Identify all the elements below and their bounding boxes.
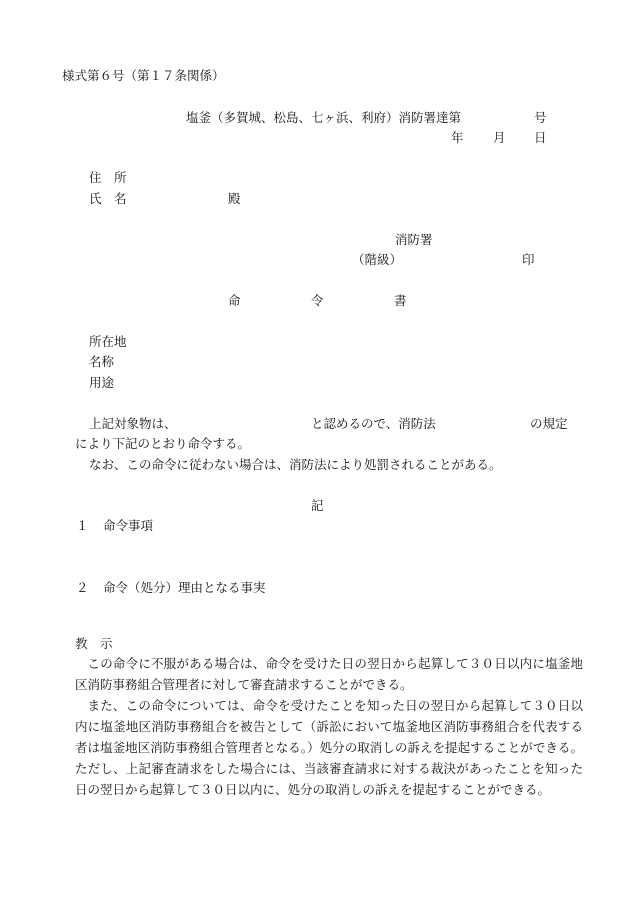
recipient-name-label: 氏 名 <box>89 191 127 206</box>
target-name-label: 名称 <box>89 354 115 369</box>
recipient-address-label: 住 所 <box>89 170 127 185</box>
target-use-label: 用途 <box>89 375 115 390</box>
title-char-1: 命 <box>228 293 241 308</box>
instruction-paragraph-2: また、この命令については、命令を受けたことを知った日の翌日から起算して３０日以内に塩釜地区消防事務組合を被告として（訴訟において塩釜地区消防事務組合を代表する者は塩釜地区消防事務組合管理者となる。）処分の取消しの訴えを提起することができる。ただし、上記審査請求をした場合には、当該審査請求に対する裁決があったことを知った日の翌日から起算して３０日以内に、処分の取消しの訴えを提起することができる。 <box>75 698 583 797</box>
item2-text: 命令（処分）理由となる事実 <box>103 580 266 595</box>
target-location-label: 所在地 <box>89 334 127 349</box>
issuer-number-prefix: 塩釜（多賀城、松島、七ヶ浜、利府）消防署達第 <box>186 110 462 125</box>
sender-office: 消防署 <box>395 232 433 247</box>
item2-number: ２ <box>76 580 89 595</box>
date-month: 月 <box>493 130 506 145</box>
sender-rank: （階級） <box>352 252 403 267</box>
body-line1-middle: と認めるので、消防法 <box>311 416 436 431</box>
item1-text: 命令事項 <box>103 518 154 533</box>
date-day: 日 <box>534 130 547 145</box>
title-char-3: 書 <box>394 293 407 308</box>
ki-heading: 記 <box>311 498 324 513</box>
item1-number: １ <box>76 518 89 533</box>
body-line1-start: 上記対象物は、 <box>89 416 177 431</box>
seal-mark: 印 <box>522 252 535 267</box>
form-number: 様式第６号（第１７条関係） <box>62 68 225 83</box>
body-line3: なお、この命令に従わない場合は、消防法により処罰されることがある。 <box>89 457 502 472</box>
instruction-paragraph-1: この命令に不服がある場合は、命令を受けた日の翌日から起算して３０日以内に塩釜地区消防事務組合管理者に対して審査請求することができる。 <box>75 656 583 692</box>
recipient-honorific: 殿 <box>228 191 241 206</box>
body-line1-end: の規定 <box>530 416 568 431</box>
title-char-2: 令 <box>311 293 324 308</box>
body-line2: により下記のとおり命令する。 <box>75 436 251 451</box>
date-year: 年 <box>451 130 464 145</box>
instruction-heading: 教 示 <box>75 636 113 651</box>
issuer-number-suffix: 号 <box>534 110 547 125</box>
